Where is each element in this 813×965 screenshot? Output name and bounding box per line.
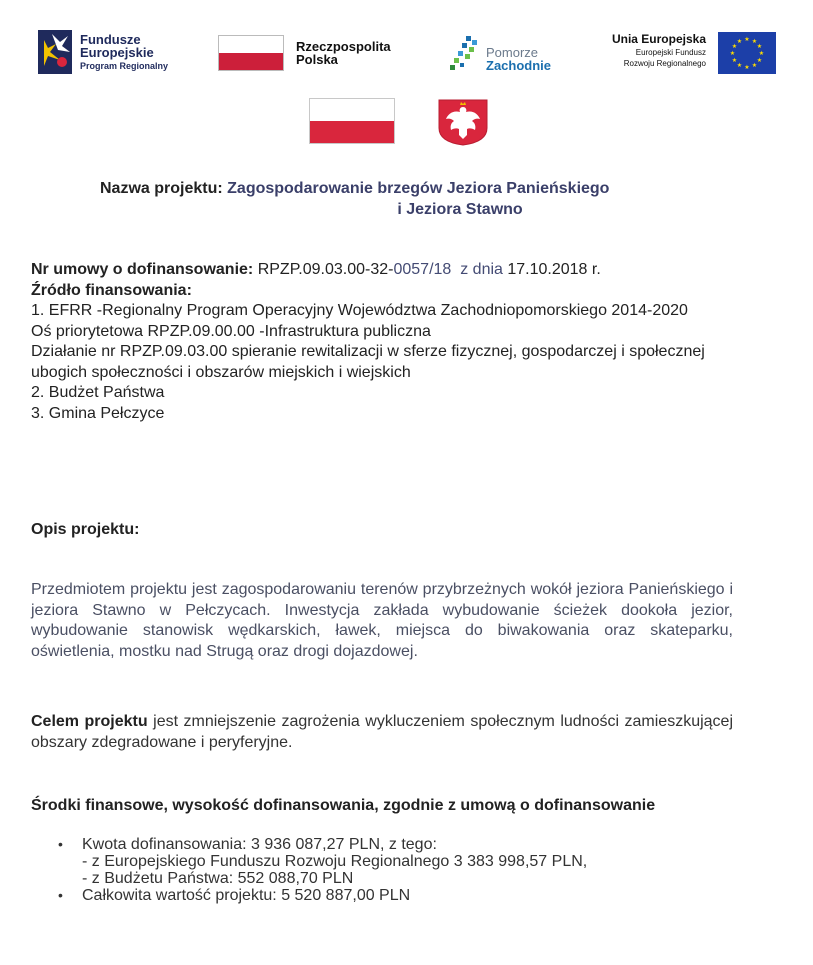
svg-text:★: ★	[731, 43, 738, 50]
finance-item2: Całkowita wartość projektu: 5 520 887,00 PLN	[82, 887, 411, 904]
rzeczpospolita-polska-logo	[218, 28, 418, 80]
funding-source-line3: Działanie nr RPZP.09.03.00 spieranie rewitalizacji w sferze fizycznej, gospodarczej i społecznej ubogich społeczności i obszarów miejskich i wiejskich	[31, 343, 705, 381]
funding-source-line4: 2. Budżet Państwa	[31, 384, 165, 401]
description-text: Przedmiotem projektu jest zagospodarowaniu terenów przybrzeżnych wokół jeziora Panieńskiego i jeziora Stawno w Pełczycach. Inwestycja zakłada wybudowanie ścieżek dookoła jezior, wybudowanie stanowisk wędkarskich, ławek, miejsca do biwakowania oraz skateparku, oświetlenia, mostku nad Strugą oraz drogi dojazdowej.	[31, 581, 733, 660]
funding-source-label: Źródło finansowania:	[31, 281, 192, 299]
fundusze-europejskie-icon	[38, 30, 72, 74]
rp-flag-icon	[218, 35, 284, 71]
project-name-line1: Zagospodarowanie brzegów Jeziora Panieńskiego	[227, 180, 610, 197]
finance-item1-sub2: - z Budżetu Państwa: 552 088,70 PLN	[82, 870, 354, 887]
goal-paragraph	[31, 712, 733, 753]
svg-text:★: ★	[736, 62, 743, 69]
project-info	[31, 260, 733, 424]
agreement-number-prefix: RPZP.09.03.00-32-	[257, 261, 394, 278]
logo-bar	[38, 28, 778, 80]
svg-text:★: ★	[736, 38, 743, 45]
finance-item1: Kwota dofinansowania: 3 936 087,27 PLN, z tego:	[82, 836, 437, 853]
agreement-date-label: z dnia	[460, 261, 503, 278]
ue-name-line2: Europejski Fundusz	[635, 48, 706, 57]
svg-text:★: ★	[731, 57, 738, 64]
list-item	[58, 887, 722, 904]
svg-text:★: ★	[744, 64, 750, 71]
svg-text:★: ★	[756, 43, 763, 50]
bullet-icon: •	[58, 836, 63, 852]
fundusze-europejskie-logo	[38, 28, 188, 80]
ue-name-line1: Unia Europejska	[611, 32, 706, 46]
finance-list	[58, 836, 722, 904]
fe-name-line2: Europejskie	[80, 45, 154, 60]
finance-heading: Środki finansowe, wysokość dofinansowania, zgodnie z umową o dofinansowanie	[31, 797, 656, 814]
project-name-line2: i Jeziora Stawno	[397, 201, 523, 218]
project-name-label: Nazwa projektu:	[100, 180, 223, 197]
funding-source-line2: Oś priorytetowa RPZP.09.00.00 -Infrastruktura publiczna	[31, 322, 431, 340]
unia-europejska-logo	[604, 28, 778, 80]
svg-text:★: ★	[756, 57, 763, 64]
pomorze-zachodnie-icon	[448, 34, 482, 74]
rp-name-line1: Rzeczpospolita	[296, 39, 391, 54]
svg-text:★: ★	[758, 50, 765, 57]
project-name	[100, 178, 610, 218]
funding-source-line5: 3. Gmina Pełczyce	[31, 404, 165, 422]
bullet-icon: •	[58, 887, 63, 903]
svg-text:★: ★	[751, 38, 758, 45]
list-item	[58, 836, 722, 887]
fe-name-line1: Fundusze	[80, 32, 141, 47]
goal-text: jest zmniejszenie zagrożenia wykluczeniem społecznym ludności zamieszkującej obszary zdegradowane i peryferyjne.	[31, 713, 733, 751]
agreement-label: Nr umowy o dofinansowanie:	[31, 261, 254, 278]
finance-item1-sub1: - z Europejskiego Funduszu Rozwoju Regionalnego 3 383 998,57 PLN,	[82, 853, 588, 870]
svg-text:★: ★	[729, 50, 736, 57]
pomorze-zachodnie-logo	[448, 28, 568, 80]
agreement-number-suffix: 0057/18	[393, 261, 452, 278]
svg-text:★: ★	[744, 36, 750, 43]
agreement-line	[31, 260, 733, 281]
pz-name-line2: Zachodnie	[486, 58, 552, 73]
eu-flag-icon	[718, 32, 776, 74]
funding-source-line1: 1. EFRR -Regionalny Program Operacyjny Województwa Zachodniopomorskiego 2014-2020	[31, 302, 688, 319]
poland-flag	[309, 98, 395, 144]
agreement-date: 17.10.2018 r.	[507, 261, 601, 278]
svg-text:★: ★	[751, 62, 758, 69]
ue-name-line3: Rozwoju Regionalnego	[623, 59, 706, 68]
rp-name-line2: Polska	[296, 52, 338, 67]
polish-eagle-emblem-icon	[437, 98, 489, 146]
pz-name-line1: Pomorze	[486, 45, 539, 60]
fe-name-line3: Program Regionalny	[80, 61, 169, 71]
description-heading: Opis projektu:	[31, 521, 140, 538]
goal-label: Celem projektu	[31, 713, 148, 730]
